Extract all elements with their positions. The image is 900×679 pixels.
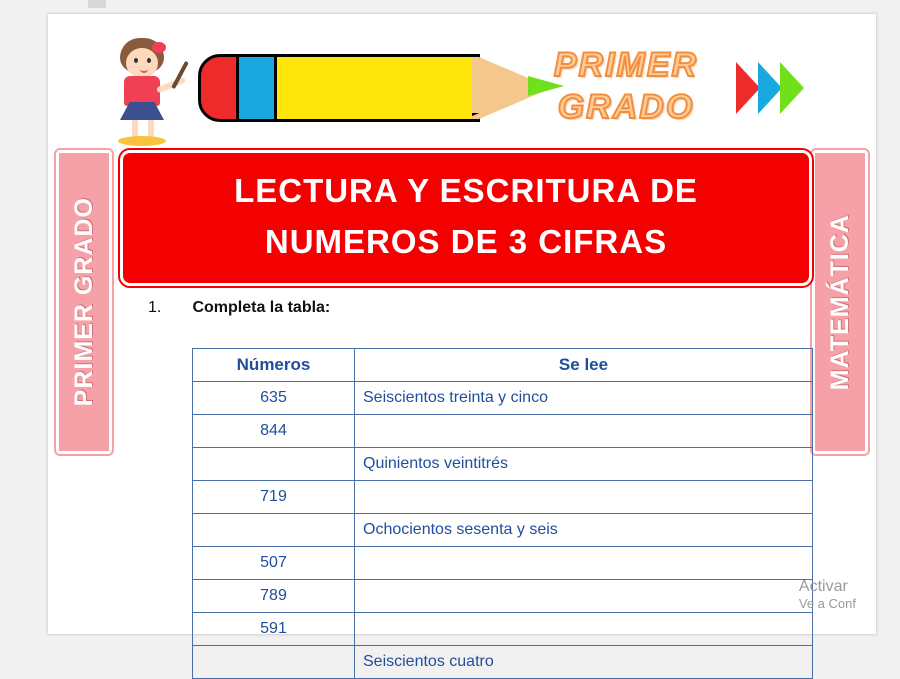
cell-se-lee[interactable]: Ochocientos sesenta y seis bbox=[355, 514, 813, 547]
side-banner-right bbox=[812, 150, 868, 454]
table-row bbox=[193, 382, 813, 415]
cell-numero[interactable] bbox=[193, 646, 355, 679]
grade-title bbox=[506, 32, 806, 142]
chevron-right-icon bbox=[758, 62, 782, 114]
cell-numero[interactable] bbox=[193, 448, 355, 481]
table-row bbox=[193, 514, 813, 547]
cell-numero[interactable] bbox=[193, 514, 355, 547]
table-row bbox=[193, 613, 813, 646]
title-banner-line2: NUMEROS DE 3 CIFRAS bbox=[264, 223, 668, 261]
table-header-se-lee: Se lee bbox=[355, 349, 813, 382]
answers-table bbox=[192, 348, 813, 679]
side-banner-left bbox=[56, 150, 112, 454]
cell-se-lee[interactable] bbox=[355, 547, 813, 580]
title-banner bbox=[120, 150, 812, 286]
cell-se-lee[interactable] bbox=[355, 415, 813, 448]
grade-title-line2: GRADO bbox=[557, 88, 695, 126]
teacher-girl-icon bbox=[100, 36, 186, 144]
cell-se-lee[interactable]: Seiscientos cuatro bbox=[355, 646, 813, 679]
chevron-right-icon bbox=[780, 62, 804, 114]
cell-numero[interactable]: 507 bbox=[193, 547, 355, 580]
chevron-right-icon bbox=[736, 62, 760, 114]
cell-se-lee[interactable] bbox=[355, 481, 813, 514]
worksheet-header bbox=[48, 14, 876, 150]
exercise-number: 1. bbox=[148, 299, 162, 316]
side-banner-left-label: PRIMER GRADO bbox=[69, 197, 98, 407]
cell-numero[interactable]: 591 bbox=[193, 613, 355, 646]
table-row bbox=[193, 547, 813, 580]
cell-se-lee[interactable] bbox=[355, 613, 813, 646]
watermark-line1: Activar bbox=[798, 578, 848, 595]
table-row bbox=[193, 580, 813, 613]
table-row bbox=[193, 646, 813, 679]
cell-numero[interactable]: 719 bbox=[193, 481, 355, 514]
title-banner-line1: LECTURA Y ESCRITURA DE bbox=[234, 172, 698, 209]
worksheet-page bbox=[48, 14, 876, 670]
cell-numero[interactable]: 635 bbox=[193, 382, 355, 415]
exercise-text: Completa la tabla: bbox=[192, 299, 331, 316]
table-header-row bbox=[193, 349, 813, 382]
table-row bbox=[193, 481, 813, 514]
exercise-instruction bbox=[148, 299, 788, 317]
activation-watermark bbox=[799, 578, 856, 611]
watermark-line2: Ve a Conf bbox=[798, 596, 856, 611]
side-banner-right-label: MATEMÁTICA bbox=[825, 213, 854, 391]
cell-se-lee[interactable]: Quinientos veintitrés bbox=[355, 448, 813, 481]
window-tab-marker bbox=[88, 0, 106, 8]
cell-se-lee[interactable]: Seiscientos treinta y cinco bbox=[355, 382, 813, 415]
grade-title-line1: PRIMER bbox=[553, 46, 699, 84]
table-header-numeros: Números bbox=[193, 349, 355, 382]
cell-se-lee[interactable] bbox=[355, 580, 813, 613]
table-row bbox=[193, 415, 813, 448]
cell-numero[interactable]: 844 bbox=[193, 415, 355, 448]
cell-numero[interactable]: 789 bbox=[193, 580, 355, 613]
table-row bbox=[193, 448, 813, 481]
